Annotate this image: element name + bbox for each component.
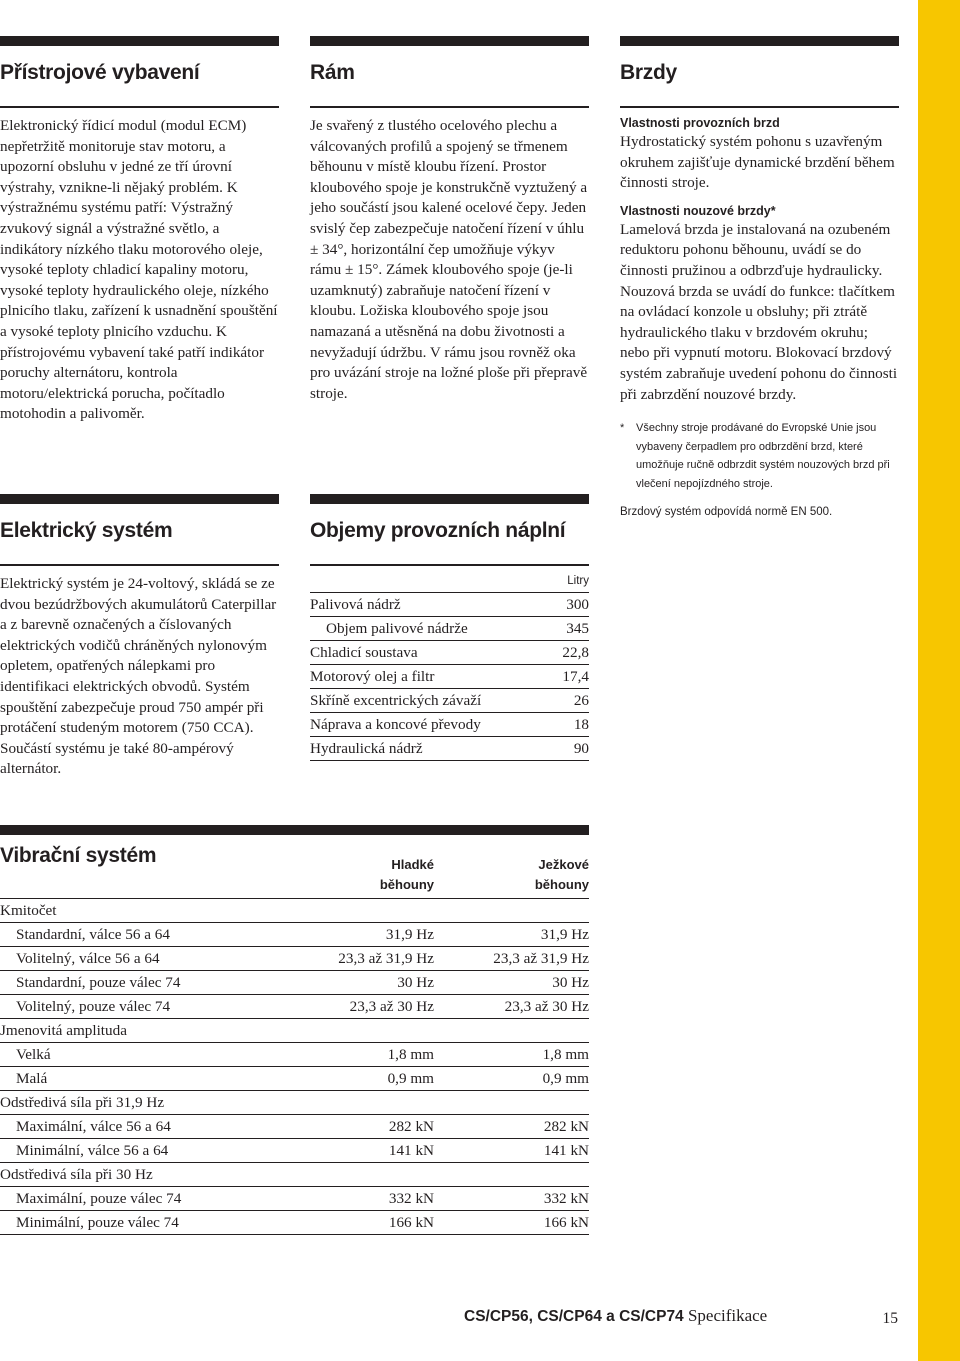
smooth-drum-value: 23,3 až 30 Hz: [280, 995, 434, 1019]
vibration-row: [0, 947, 589, 971]
smooth-drum-value: 1,8 mm: [280, 1043, 434, 1067]
fluids-row-value: 345: [552, 617, 590, 641]
smooth-drum-value: [280, 1019, 434, 1043]
vibration-row-label: Odstředivá síla při 31,9 Hz: [0, 1091, 280, 1115]
fluids-row-value: 90: [552, 737, 590, 761]
vibration-row: [0, 1091, 589, 1115]
fluids-row-label: Palivová nádrž: [310, 593, 552, 617]
vibration-row: [0, 1019, 589, 1043]
brakes-title: Brzdy: [620, 61, 677, 84]
fluids-row: [310, 689, 589, 713]
padfoot-drum-value: 23,3 až 30 Hz: [434, 995, 589, 1019]
service-brake-text: Hydrostatický systém pohonu s uzavřeným okruhem zajišťuje dynamické brzdění během činnosti stroje.: [620, 133, 895, 192]
smooth-drum-value: 30 Hz: [280, 971, 434, 995]
yellow-side-band: [918, 0, 960, 1361]
vibration-row-label: Maximální, válce 56 a 64: [0, 1115, 280, 1139]
fluids-row: [310, 641, 589, 665]
padfoot-drum-value: 332 kN: [434, 1187, 589, 1211]
fluids-row: [310, 617, 589, 641]
fluids-row-value: 22,8: [552, 641, 590, 665]
section-head-rule: [310, 564, 589, 566]
smooth-drum-header: Hladké běhouny: [280, 849, 434, 899]
padfoot-drum-value: [434, 1163, 589, 1187]
fluids-unit-label: Litry: [552, 570, 590, 593]
vibration-row-label: Velká: [0, 1043, 280, 1067]
smooth-drum-value: 166 kN: [280, 1211, 434, 1235]
smooth-drum-value: [280, 899, 434, 923]
fluids-row-value: 300: [552, 593, 590, 617]
padfoot-drum-value: 30 Hz: [434, 971, 589, 995]
fluids-row-label: Motorový olej a filtr: [310, 665, 552, 689]
vibration-table: [0, 849, 589, 1235]
fluids-row-label: Objem palivové nádrže: [310, 617, 552, 641]
vibration-row-label: Malá: [0, 1067, 280, 1091]
padfoot-drum-value: 23,3 až 31,9 Hz: [434, 947, 589, 971]
vibration-row-label: Volitelný, válce 56 a 64: [0, 947, 280, 971]
note-asterisk: *: [620, 422, 625, 435]
fluids-row: [310, 665, 589, 689]
smooth-drum-value: 0,9 mm: [280, 1067, 434, 1091]
vibration-row-label: Standardní, válce 56 a 64: [0, 923, 280, 947]
padfoot-drum-value: 141 kN: [434, 1139, 589, 1163]
fluids-row-value: 18: [552, 713, 590, 737]
emergency-brake-text: Lamelová brzda je instalovaná na ozubeném reduktoru pohonu běhounu, uvádí se do činnosti pružinou a odbrzďuje hydraulicky. Nouzová brzda se uvádí do funkce: tlačítkem na ovládací konzole u obsluhy; při ztrátě hydraulického tlaku v brzdovém okruhu; nebo při vypnutí motoru. Blokovací brzdový systém zabraňuje uvedení pohonu do činnosti při zabrzdění nouzové brzdy.: [620, 220, 898, 403]
section-top-rule: [0, 36, 279, 46]
electrical-title: Elektrický systém: [0, 519, 173, 542]
fluids-row-label: Náprava a koncové převody: [310, 713, 552, 737]
vibration-row-label: Kmitočet: [0, 899, 280, 923]
padfoot-drum-value: 1,8 mm: [434, 1043, 589, 1067]
vibration-title: Vibrační systém: [0, 844, 157, 867]
vibration-row: [0, 1211, 589, 1235]
electrical-section: [0, 494, 279, 780]
smooth-drum-value: 141 kN: [280, 1139, 434, 1163]
section-top-rule: [0, 494, 279, 504]
frame-text: Je svařený z tlustého ocelového plechu a válcovaných profilů a spojený se třmenem běhounu v místě kloubu řízení. Prostor kloubového spoje je konstrukčně vyztužený a jeho součástí jsou kalené ocelové čepy. Jeden svislý čep zabezpečuje natočení řízení v úhlu ± 34°, horizontální čep umožňuje výkyv rámu ± 15°. Zámek kloubového spoje (je-li uzamknutý) zabraňuje natočení řízení v kloubu. Ložiska kloubového spoje jsou namazaná a utěsněná na dobu životnosti a nevyžadují údržbu. V rámu jsou rovněž oka pro uvázání stroje na ložné ploše při přepravě stroje.: [310, 117, 588, 402]
section-head-rule: [0, 564, 279, 566]
section-top-rule: [310, 494, 589, 504]
service-brake-heading: Vlastnosti provozních brzd: [620, 116, 780, 130]
page-footer: [464, 1306, 904, 1332]
section-head-rule: [620, 106, 899, 108]
vibration-row-label: Odstředivá síla při 30 Hz: [0, 1163, 280, 1187]
vibration-row: [0, 1115, 589, 1139]
padfoot-drum-value: [434, 1091, 589, 1115]
smooth-drum-value: 332 kN: [280, 1187, 434, 1211]
fluids-row-label: Hydraulická nádrž: [310, 737, 552, 761]
vibration-row-label: Standardní, pouze válec 74: [0, 971, 280, 995]
padfoot-drum-value: 166 kN: [434, 1211, 589, 1235]
fluids-section: [310, 494, 589, 761]
footer-label: Specifikace: [687, 1306, 768, 1325]
vibration-row: [0, 899, 589, 923]
vibration-row: [0, 1067, 589, 1091]
padfoot-drum-value: [434, 899, 589, 923]
padfoot-drum-value: 0,9 mm: [434, 1067, 589, 1091]
electrical-text: Elektrický systém je 24-voltový, skládá se ze dvou bezúdržbových akumulátorů Caterpillar a z barevně označených a číslovaných elektrických vodičů chráněných nylonovým opletem, opatřených nálepkami pro identifikaci elektrických obvodů. Systém spouštění zabezpečuje proud 750 ampér při protáčení studeným motorem (750 CCA). Součástí systému je také 80-ampérový alternátor.: [0, 575, 277, 778]
fluids-row-label: Chladicí soustava: [310, 641, 552, 665]
vibration-row-label: Jmenovitá amplituda: [0, 1019, 280, 1043]
vibration-row: [0, 923, 589, 947]
vibration-section: [0, 825, 589, 1235]
padfoot-drum-value: 282 kN: [434, 1115, 589, 1139]
vibration-row-label: Maximální, pouze válec 74: [0, 1187, 280, 1211]
fluids-unit-row: [310, 570, 589, 593]
section-top-rule: [620, 36, 899, 46]
smooth-drum-value: [280, 1091, 434, 1115]
smooth-drum-value: 31,9 Hz: [280, 923, 434, 947]
frame-title: Rám: [310, 61, 355, 84]
padfoot-drum-value: [434, 1019, 589, 1043]
fluids-row-value: 26: [552, 689, 590, 713]
fluids-row: [310, 737, 589, 761]
smooth-drum-value: 282 kN: [280, 1115, 434, 1139]
smooth-drum-value: [280, 1163, 434, 1187]
vibration-row: [0, 995, 589, 1019]
fluids-row-label: Skříně excentrických závaží: [310, 689, 552, 713]
note-text: Všechny stroje prodávané do Evropské Unie jsou vybaveny čerpadlem pro odbrzdění brzd, které umožňuje ručně odbrzdit systém nouzových brzd při vlečení nepojízdného stroje.: [636, 422, 890, 490]
vibration-row: [0, 1187, 589, 1211]
section-head-rule: [0, 106, 279, 108]
padfoot-drum-value: 31,9 Hz: [434, 923, 589, 947]
fluids-unit-spacer: [310, 570, 552, 593]
vibration-row-label: Volitelný, pouze válec 74: [0, 995, 280, 1019]
brakes-section: [620, 36, 899, 521]
brake-standard-text: Brzdový systém odpovídá normě EN 500.: [620, 506, 833, 519]
vibration-row: [0, 1043, 589, 1067]
section-head-rule: [310, 106, 589, 108]
vibration-row-label: Minimální, pouze válec 74: [0, 1211, 280, 1235]
eu-note: [620, 419, 899, 493]
fluids-row: [310, 713, 589, 737]
instruments-text: Elektronický řídicí modul (modul ECM) nepřetržitě monitoruje stav motoru, a upozorní obsluhu v jedné ze tří úrovní výstrahy, vznikne-li nějaký problém. K výstražnému systému patří: Výstražný zvukový signál a výstražné světlo, a indikátory nízkého tlaku motorového oleje, vysoké teploty chladicí kapaliny motoru, vysoké teploty hydraulického oleje, nízkého plnicího tlaku, zařízení k usnadnění spouštění a vysoké teploty plnicího vzduchu. K přístrojovému vybavení také patří indikátor poruchy alternátoru, kontrola motoru/elektrická porucha, počítadlo motohodin a palivoměr.: [0, 117, 278, 423]
vibration-row: [0, 971, 589, 995]
emergency-brake-heading: Vlastnosti nouzové brzdy*: [620, 203, 776, 218]
fluids-title: Objemy provozních náplní: [310, 519, 566, 542]
padfoot-drum-header: Ježkové běhouny: [434, 849, 589, 899]
vibration-row-label: Minimální, válce 56 a 64: [0, 1139, 280, 1163]
fluids-row: [310, 593, 589, 617]
instruments-section: [0, 36, 279, 425]
section-top-rule: [310, 36, 589, 46]
footer-model: CS/CP56, CS/CP64 a CS/CP74: [464, 1308, 684, 1325]
fluids-row-value: 17,4: [552, 665, 590, 689]
section-top-rule: [0, 825, 589, 835]
page-number: 15: [882, 1310, 898, 1327]
fluids-table: [310, 570, 589, 761]
vibration-row: [0, 1139, 589, 1163]
vibration-row: [0, 1163, 589, 1187]
instruments-title: Přístrojové vybavení: [0, 61, 200, 84]
smooth-drum-value: 23,3 až 31,9 Hz: [280, 947, 434, 971]
frame-section: [310, 36, 589, 404]
